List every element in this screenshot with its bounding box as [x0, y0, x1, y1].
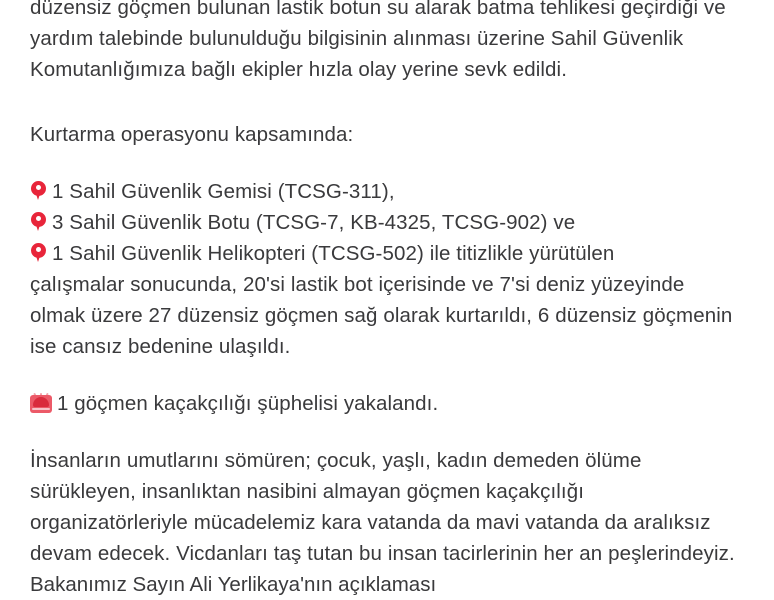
- list-item-label: 1 Sahil Güvenlik Helikopteri (TCSG-502) ile titizlikle yürütülen: [52, 242, 615, 265]
- alert-item-suspect: [30, 388, 744, 419]
- list-item-asset-3: [30, 238, 744, 269]
- siren-icon: [30, 392, 52, 414]
- paragraph-outcome: çalışmalar sonucunda, 20'si lastik bot içerisinde ve 7'si deniz yüzeyinde olmak üzere 27 düzensiz göçmen sağ olarak kurtarıldı, 6 düzensiz göçmenin ise cansız bedenine ulaşıldı.: [30, 273, 733, 358]
- paragraph-intro: düzensiz göçmen bulunan lastik botun su alarak batma tehlikesi geçirdiği ve yardım talebinde bulunulduğu bilgisinin alınması üzerine Sahil Güvenlik Komutanlığımıza bağlı ekipler hızla olay yerine sevk edildi.: [30, 0, 726, 81]
- alert-item-label: 1 göçmen kaçakçılığı şüphelisi yakalandı.: [57, 392, 439, 415]
- paragraph-operation-heading: Kurtarma operasyonu kapsamında:: [30, 123, 354, 146]
- list-item-label: 1 Sahil Güvenlik Gemisi (TCSG-311),: [52, 180, 395, 203]
- partial-next-paragraph: [30, 573, 744, 600]
- location-pin-icon: [30, 241, 48, 265]
- list-item-asset-2: [30, 207, 744, 238]
- location-pin-icon: [30, 179, 48, 203]
- partial-next-paragraph-text: Bakanımız Sayın Ali Yerlikaya'nın açıklaması: [30, 573, 437, 596]
- article-body: [30, 0, 744, 569]
- paragraph-closing: İnsanların umutlarını sömüren; çocuk, yaşlı, kadın demeden ölüme sürükleyen, insanlıktan nasibini almayan göçmen kaçakçılığı organizatörleriyle mücadelemiz kara vatanda da mavi vatanda da aralıksız devam edecek. Vicdanları taş tutan bu insan tacirlerinin her an peşlerindeyiz.: [30, 449, 735, 565]
- list-item-asset-1: [30, 176, 744, 207]
- location-pin-icon: [30, 210, 48, 234]
- list-item-label: 3 Sahil Güvenlik Botu (TCSG-7, KB-4325, TCSG-902) ve: [52, 211, 576, 234]
